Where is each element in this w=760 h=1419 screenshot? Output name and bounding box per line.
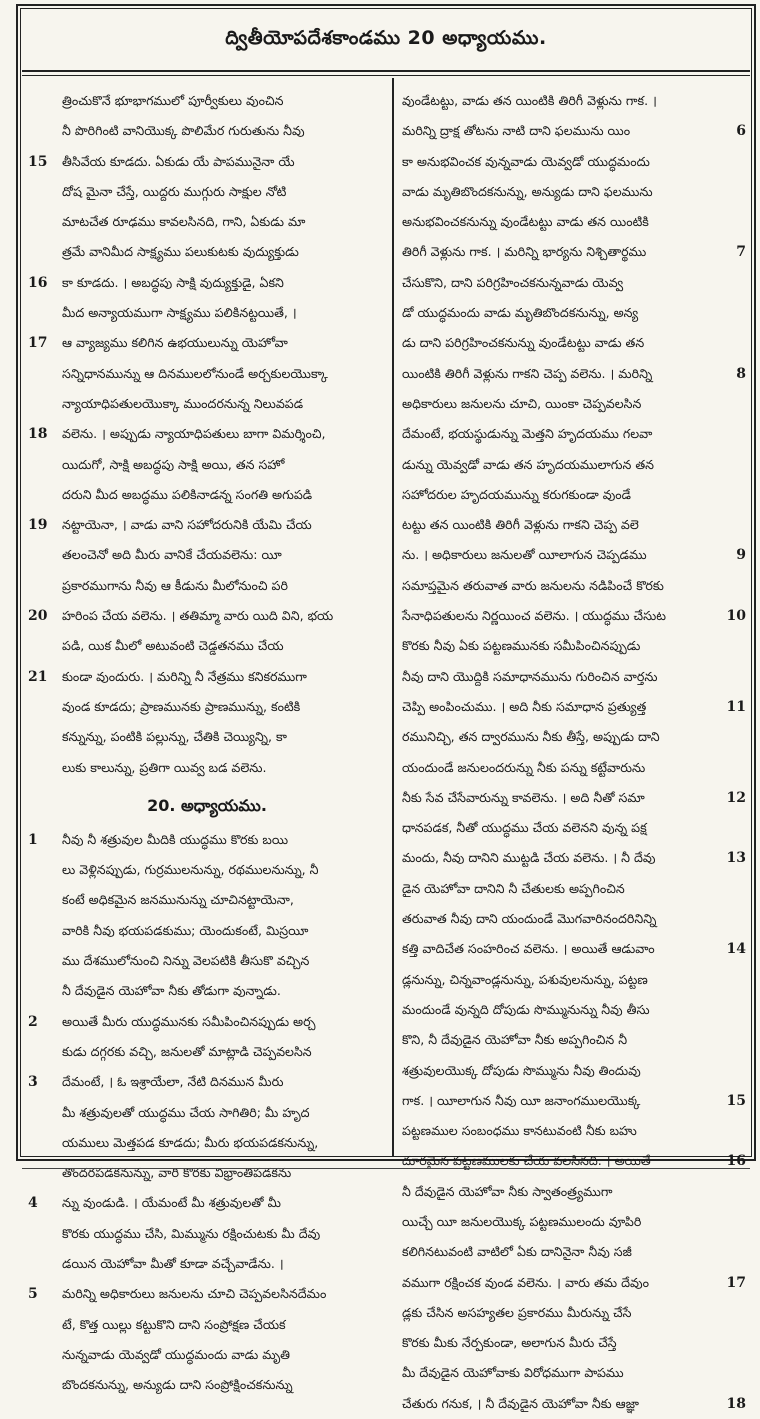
text-line — [400, 328, 746, 358]
verse-text: యింటికి తిరిగీ వెళ్లును గాకని చెప్ప వలెను. । మరిన్ని — [402, 365, 653, 381]
verse-text: నీవు నీ శత్రువుల మీదికి యుద్ధము కొరకు బయి — [62, 831, 289, 847]
verse-number: 15 — [726, 1092, 746, 1109]
text-line — [28, 450, 386, 480]
text-line — [400, 298, 746, 328]
text-line — [28, 662, 386, 692]
verse-text: మీ శత్రువులతో యుద్ధము చేయ సాగితిరి; మీ హృద — [62, 1104, 310, 1120]
text-line — [28, 601, 386, 631]
text-line — [28, 1370, 386, 1400]
text-line — [400, 1177, 746, 1207]
text-line — [28, 237, 386, 267]
text-line — [400, 510, 746, 540]
text-line — [400, 1389, 746, 1419]
text-line — [400, 480, 746, 510]
text-line — [400, 1056, 746, 1086]
text-line — [400, 207, 746, 237]
verse-number: 4 — [28, 1195, 38, 1212]
verse-text: కలిగినటువంటి వాటిలో ఏకు దానినైనా నీవు సజీ — [402, 1244, 632, 1260]
text-line — [28, 976, 386, 1006]
left-column — [28, 86, 386, 1393]
verse-text: కా అనుభవించక వున్నవాడు యెవ్వడో యుద్ధమందు — [402, 153, 650, 169]
text-line — [28, 147, 386, 177]
verse-text: డో యుద్ధమందు వాడు మృతిబొందకనున్ను, అన్య — [402, 305, 639, 321]
text-line — [400, 116, 746, 146]
text-line — [400, 389, 746, 419]
verse-text: హరింప చేయ వలెను. । తతిమ్మా వారు యిది విని, భయ — [62, 608, 334, 624]
text-line — [28, 419, 386, 449]
verse-text: ము దేశములోనుంచి నిన్ను వెలపటికి తీసుకొ వచ్చిన — [62, 953, 310, 969]
text-line — [400, 1086, 746, 1116]
verse-text: న్ను వుండుడి. । యేమంటే మీ శత్రువులతో మీ — [62, 1195, 281, 1211]
text-line — [28, 571, 386, 601]
verse-text: తలంచెనో అది మీరు వానికే చేయవలెను: యీ — [62, 547, 282, 563]
text-line — [400, 1268, 746, 1298]
text-line — [400, 813, 746, 843]
verse-text: వారికి నీవు భయపడకుము; యెందుకంటే, మిస్రయీ — [62, 922, 309, 938]
verse-text: వముగా రక్షించక వుండ వలెను. । వారు తమ దేవుం — [402, 1274, 649, 1290]
text-line — [28, 1279, 386, 1309]
verse-number: 10 — [726, 608, 746, 625]
page-header — [22, 10, 750, 72]
text-line — [400, 601, 746, 631]
verse-number: 1 — [28, 831, 38, 848]
verse-text: ధానపడక, నీతో యుద్ధము చేయ వలెనని వున్న పక్ష — [402, 820, 647, 836]
verse-number: 16 — [726, 1153, 746, 1170]
verse-text: బొందకనున్ను, అన్యుడు దాని సంప్రోక్షించకనున్ను — [62, 1377, 293, 1393]
text-line — [28, 1219, 386, 1249]
verse-text: కత్తి వాదిచేత సంహరించ వలెను. । అయితే ఆడువాం — [402, 941, 655, 957]
text-line — [400, 753, 746, 783]
text-line — [28, 480, 386, 510]
verse-text: డు దాని పరిగ్రహించకనున్ను వుండేటట్టు వాడు తన — [402, 335, 645, 351]
verse-text: గాక. । యీలాగున నీవు యీ జనాంగములయొక్క — [402, 1092, 641, 1108]
verse-number: 17 — [28, 335, 48, 352]
text-line — [28, 1007, 386, 1037]
verse-number: 3 — [28, 1074, 38, 1091]
verse-text: చేసుకొని, దాని పరిగ్రహించకనున్నవాడు యెవ్వ — [402, 274, 624, 290]
text-line — [28, 1128, 386, 1158]
verse-text: కా కూడదు. । అబద్ధపు సాక్షి వుద్యుక్తుడై, ఏకని — [62, 274, 284, 290]
verse-number: 20 — [28, 608, 48, 625]
verse-text: కొని, నీ దేవుడైన యెహోవా నీకు అప్పగించిన నీ — [402, 1032, 628, 1048]
verse-number: 18 — [28, 426, 48, 443]
text-line — [400, 359, 746, 389]
verse-text: నున్నవాడు యెవ్వడో యుద్ధమందు వాడు మృతి — [62, 1346, 290, 1362]
verse-text: నీ దేవుడైన యెహోవా నీకు స్వాతంత్ర్యముగా — [402, 1183, 613, 1199]
text-line — [28, 298, 386, 328]
text-line — [400, 1298, 746, 1328]
text-line — [400, 995, 746, 1025]
verse-text: సమాప్తమైన తరువాత వారు జనులను నడిపించే కొరకు — [402, 577, 664, 593]
text-line — [28, 916, 386, 946]
verse-text: డ్లకు చేసిన అసహ్యతల ప్రకారము మీరున్ను చేసే — [402, 1304, 632, 1320]
verse-text: దేమంటే, భయస్థుడున్ను మెత్తని హృదయము గలవా — [402, 426, 653, 442]
verse-text: యములు మెత్తపడ కూడదు; మీరు భయపడకనున్ను, — [62, 1134, 319, 1150]
verse-number: 5 — [28, 1286, 38, 1303]
verse-text: పట్టణముల సంబంధము కానటువంటి నీకు బహు — [402, 1123, 637, 1139]
verse-text: నీ పొరిగింటి వానియొక్క పొలిమేర గురుతును నీవు — [62, 123, 305, 139]
text-line — [400, 147, 746, 177]
text-line — [28, 116, 386, 146]
text-line — [28, 1188, 386, 1218]
verse-text: మరిన్ని ద్రాక్ష తోటను నాటి దాని ఫలమును యిం — [402, 123, 631, 139]
verse-text: యిదుగో, సాక్షి అబద్ధపు సాక్షి అయి, తన సహో — [62, 456, 285, 472]
page-title: ద్వితీయోపదేశకాండము 20 అధ్యాయము. — [225, 26, 547, 49]
verse-text: లు వెళ్లినప్పుడు, గుర్రములనున్ను, రథములనున్ను, నీ — [62, 862, 319, 878]
verse-text: శత్రువులయొక్క దోపుడు సొమ్మును నీవు తిందువు — [402, 1062, 641, 1078]
text-line — [28, 825, 386, 855]
verse-text: తిరిగీ వెళ్లును గాక. । మరిన్ని భార్యను నిశ్చితార్థము — [402, 244, 647, 260]
verse-text: చేతురు గనుక, । నీ దేవుడైన యెహోవా నీకు ఆజ్ఞా — [402, 1395, 639, 1411]
text-line — [28, 722, 386, 752]
text-line — [400, 450, 746, 480]
text-line — [28, 1098, 386, 1128]
verse-text: మీద అన్యాయముగా సాక్ష్యము పలికినట్టయితే, । — [62, 305, 297, 321]
verse-number: 21 — [28, 668, 48, 685]
verse-text: దరుని మీద అబద్ధము పలికినాడన్న సంగతి అగుపడి — [62, 486, 313, 502]
verse-text: దూరమైన పట్టణములకు చేయ వలసినది. । అయితే — [402, 1153, 651, 1169]
verse-number: 17 — [726, 1274, 746, 1291]
text-line — [28, 631, 386, 661]
verse-text: డ్లనున్ను, చిన్నవాండ్లనున్ను, పశువులనున్ను, పట్టణ — [402, 971, 648, 987]
verse-text: మందుండే వున్నది దోపుడు సొమ్మునున్ను నీవు తీసు — [402, 1001, 650, 1017]
text-line — [28, 1037, 386, 1067]
verse-text: కుండా వుందురు. । మరిన్ని నీ నేత్రము కనికరముగా — [62, 668, 307, 684]
verse-text: దేమంటే, । ఓ ఇశ్రాయేలా, నేటి దినమున మీరు — [62, 1074, 284, 1090]
bottom-divider — [22, 1168, 750, 1169]
text-line — [400, 1146, 746, 1176]
verse-text: టట్టు తన యింటికి తిరిగీ వెళ్లును గాకని చెప్ప వలె — [402, 517, 639, 533]
text-line — [400, 1025, 746, 1055]
text-line — [400, 662, 746, 692]
text-line — [400, 540, 746, 570]
text-line — [400, 783, 746, 813]
text-line — [400, 631, 746, 661]
verse-number: 11 — [726, 698, 746, 715]
verse-text: న్యాయాధిపతులయొక్కా ముందరనున్న నిలువపడ — [62, 395, 304, 411]
verse-text: సహోదరుల హృదయమున్ను కరుగకుండా వుండే — [402, 486, 631, 502]
verse-text: నీ దేవుడైన యెహోవా నీకు తోడుగా వున్నాడు. — [62, 983, 281, 999]
verse-text: ను. । అధికారులు జనులతో యీలాగున చెప్పడము — [402, 547, 647, 563]
text-line — [400, 1358, 746, 1388]
verse-number: 15 — [28, 153, 48, 170]
text-line — [28, 946, 386, 976]
verse-number: 9 — [736, 547, 746, 564]
verse-text: త్రించుకొనే భూభాగములో పూర్వీకులు వుంచిన — [62, 93, 284, 108]
verse-text: కొరకు మీకు నేర్పకుండా, అలాగున మీరు చేస్తే — [402, 1335, 617, 1351]
text-line — [28, 855, 386, 885]
verse-text: సేనాధిపతులను నిర్ణయించ వలెను. । యుద్ధము చేసుట — [402, 608, 667, 624]
text-line — [400, 86, 746, 116]
verse-number: 13 — [726, 850, 746, 867]
verse-text: మీ దేవుడైన యెహోవాకు విరోధముగా పాపము — [402, 1365, 624, 1381]
verse-number: 2 — [28, 1013, 38, 1030]
text-line — [28, 328, 386, 358]
verse-number: 16 — [28, 274, 48, 291]
text-line — [400, 904, 746, 934]
verse-text: వుండేటట్టు, వాడు తన యింటికి తిరిగీ వెళ్లును గాక. । — [402, 93, 657, 108]
text-line — [400, 268, 746, 298]
text-line — [28, 359, 386, 389]
column-divider — [392, 78, 394, 1156]
text-line — [400, 934, 746, 964]
chapter-heading — [28, 789, 386, 823]
text-line — [28, 86, 386, 116]
verse-text: కుడు దగ్గరకు వచ్చి, జనులతో మాట్లాడి చెప్పవలసిన — [62, 1043, 312, 1059]
text-line — [400, 692, 746, 722]
verse-number: 8 — [736, 365, 746, 382]
right-column — [400, 86, 746, 1412]
verse-text: యిచ్చే యీ జనులయొక్క పట్టణములందు వూపిరి — [402, 1213, 642, 1229]
text-line — [28, 1067, 386, 1097]
verse-text: అనుభవించకనున్ను వుండేటట్టు వాడు తన యింటికి — [402, 214, 649, 230]
verse-text: తరువాత నీవు దాని యందుండే మొగవారినందరినిన్ని — [402, 911, 657, 927]
verse-text: మాటచేత రూఢము కావలసినది, గాని, ఏకుడు మా — [62, 214, 306, 230]
verse-text: కొరకు యుద్ధము చేసి, మిమ్మును రక్షించుటకు మీ దేవు — [62, 1225, 321, 1241]
text-line — [28, 1249, 386, 1279]
verse-text: మరిన్ని అధికారులు జనులను చూచి చెప్పవలసినదేమం — [62, 1286, 327, 1302]
verse-text: మందు, నీవు దానిని ముట్టడి చేయ వలెను. । నీ దేవు — [402, 850, 656, 866]
text-line — [400, 874, 746, 904]
text-line — [28, 207, 386, 237]
text-line — [400, 1328, 746, 1358]
verse-text: తొందరపడకనున్ను, వారి కొరకు విభ్రాంతిపడకను — [62, 1165, 292, 1181]
verse-number: 14 — [726, 941, 746, 958]
text-line — [28, 177, 386, 207]
text-line — [28, 1310, 386, 1340]
verse-text: చెప్పి అంపించుము. । అది నీకు సమాధాన ప్రత్యుత్త — [402, 698, 647, 714]
text-line — [400, 571, 746, 601]
verse-text: దోష మైనా చేస్తే, యిద్దరు ముగ్గురు సాక్షుల నోటి — [62, 183, 287, 199]
verse-text: సన్నిధానమున్ను ఆ దినములలోనుండే అర్చకులయొక్కా — [62, 365, 328, 381]
text-line — [28, 753, 386, 783]
verse-number: 6 — [736, 123, 746, 140]
text-line — [28, 389, 386, 419]
verse-text: నీకు సేవ చేసేవారున్ను కావలెను. । అది నీతో సమా — [402, 789, 645, 805]
text-line — [400, 1207, 746, 1237]
verse-text: పడి, యిక మీలో అటువంటి చెడ్డతనము చేయ — [62, 638, 284, 654]
verse-text: లుకు కాలున్ను, ప్రతిగా యివ్వ బడ వలెను. — [62, 759, 267, 775]
verse-number: 7 — [736, 244, 746, 261]
verse-text: కంటే అధికమైన జనమునున్ను చూచినట్టాయెనా, — [62, 892, 294, 908]
text-line — [400, 843, 746, 873]
text-line — [28, 1158, 386, 1188]
verse-text: కన్నున్ను, పంటికి పల్లున్ను, చేతికి చెయ్యిన్ని, కా — [62, 729, 287, 745]
verse-text: తీసివేయ కూడదు. ఏకుడు యే పాపమునైనా యే — [62, 153, 295, 169]
verse-text: వుండ కూడదు; ప్రాణమునకు ప్రాణమున్ను, కంటికి — [62, 698, 301, 714]
verse-text: డయిన యెహోవా మీతో కూడా వచ్చేవాడేను. । — [62, 1255, 284, 1271]
verse-text: యందుండే జనులందరున్ను నీకు పన్ను కట్టేవారును — [402, 759, 646, 775]
verse-number: 12 — [726, 789, 746, 806]
verse-text: నీవు దాని యొద్దికి సమాధానమును గురించిన వార్తను — [402, 668, 658, 684]
chapter-heading-text: 20. అధ్యాయము. — [147, 795, 267, 815]
verse-text: కొరకు నీవు ఏకు పట్టణమునకు సమీపించినప్పుడు — [402, 638, 641, 654]
verse-text: రమునిచ్చి, తన ద్వారమును నీకు తీస్తే, అప్పుడు దాని — [402, 729, 660, 745]
verse-text: ప్రకారముగాను నీవు ఆ కీడును మీలోనుంచి పరి — [62, 577, 288, 593]
text-line — [28, 268, 386, 298]
text-line — [28, 1340, 386, 1370]
text-line — [400, 1116, 746, 1146]
text-line — [28, 885, 386, 915]
text-line — [400, 1237, 746, 1267]
verse-text: నట్టాయెనా, । వాడు వాని సహోదరునికి యేమి చేయ — [62, 517, 312, 533]
verse-text: అయితే మీరు యుద్ధమునకు సమీపించినప్పుడు అర్చ — [62, 1013, 316, 1029]
verse-text: వాడు మృతిబొందకనున్ను, అన్యుడు దాని ఫలమును — [402, 183, 653, 199]
text-line — [28, 540, 386, 570]
verse-text: ఆ వ్యాజ్యము కలిగిన ఉభయులున్ను యెహోవా — [62, 335, 288, 351]
text-line — [400, 722, 746, 752]
text-line — [28, 510, 386, 540]
text-line — [400, 419, 746, 449]
verse-text: అధికారులు జనులను చూచి, యింకా చెప్పవలసిన — [402, 395, 642, 411]
verse-text: డున్ను యెవ్వడో వాడు తన హృదయములాగున తన — [402, 456, 654, 472]
text-line — [400, 237, 746, 267]
verse-number: 18 — [726, 1395, 746, 1412]
text-line — [400, 965, 746, 995]
text-line — [28, 692, 386, 722]
header-divider — [22, 75, 750, 76]
verse-text: టే, కొత్త యిల్లు కట్టుకొని దాని సంప్రోక్షణ చేయక — [62, 1316, 286, 1332]
verse-text: త్రమే వానిమీద సాక్ష్యము పలుకుటకు వుద్యుక్తుడు — [62, 244, 299, 260]
verse-number: 19 — [28, 517, 48, 534]
verse-text: వలెను. । అప్పుడు న్యాయాధిపతులు బాగా విమర్శించి, — [62, 426, 326, 442]
text-line — [400, 177, 746, 207]
verse-text: డైన యెహోవా దానిని నీ చేతులకు అప్పగించిన — [402, 880, 625, 896]
